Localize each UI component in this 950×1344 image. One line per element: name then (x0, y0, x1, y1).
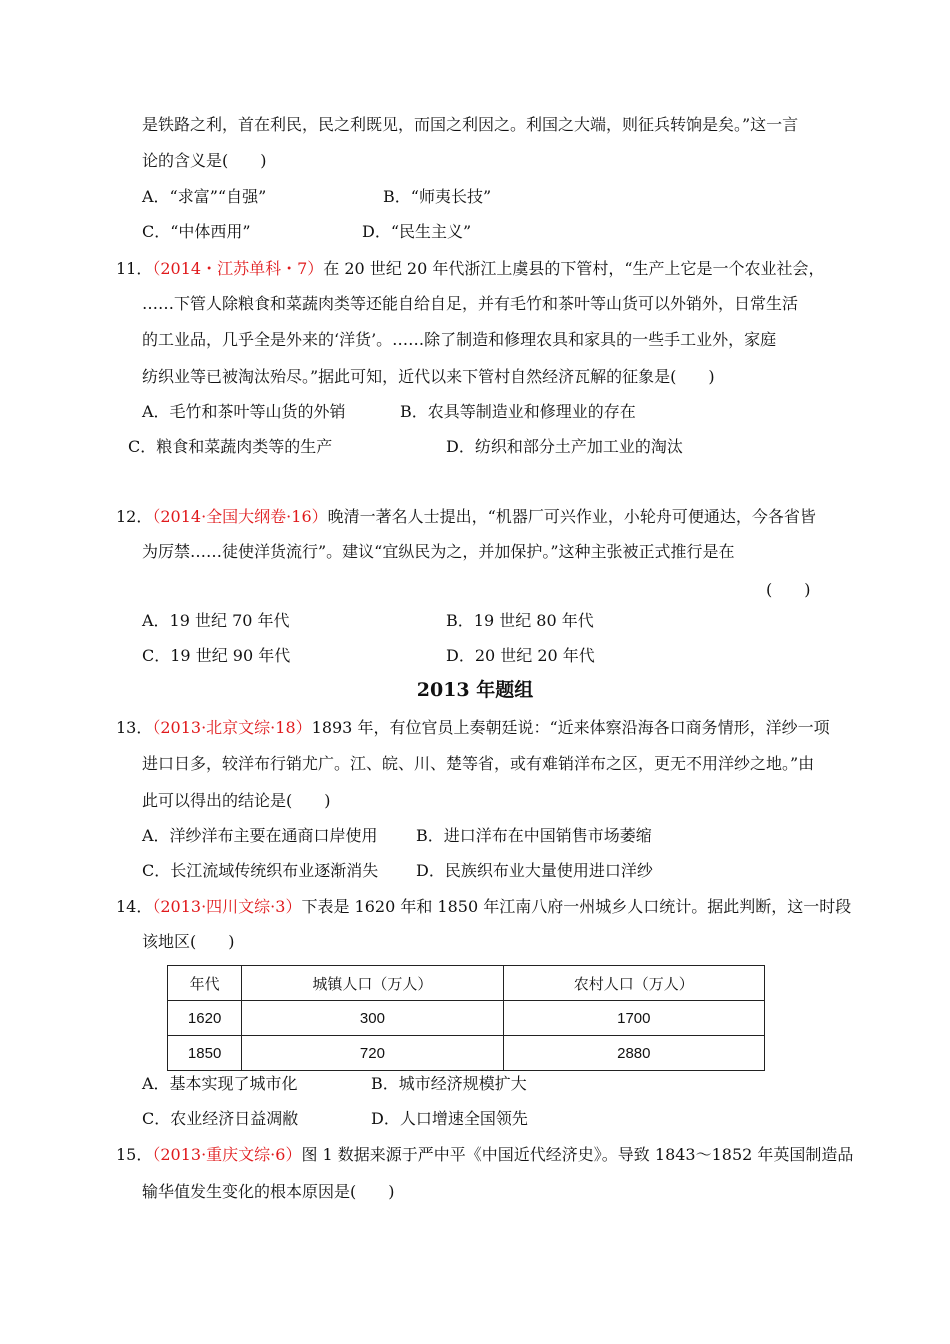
q14-line-2: 该地区( ) (142, 932, 235, 951)
q15-text-1: 图 1 数据来源于严中平《中国近代经济史》。导致 1843～1852 年英国制造品 (301, 1145, 854, 1164)
q11-line-4: 纺织业等已被淘汰殆尽。”据此可知，近代以来下管村自然经济瓦解的征象是( ) (142, 367, 715, 386)
q10-option-a[interactable]: A．“求富”“自强” (142, 187, 267, 206)
q10-line-2: 论的含义是( ) (142, 151, 267, 170)
q14-number: 14． (116, 897, 153, 916)
q12-answer-paren: ( ) (766, 580, 811, 599)
q15-number: 15． (116, 1145, 153, 1164)
q11-option-b[interactable]: B．农具等制造业和修理业的存在 (400, 402, 636, 421)
q10-option-c[interactable]: C．“中体西用” (142, 222, 251, 241)
q13-first-line (116, 715, 830, 738)
table-row (168, 1001, 765, 1036)
q11-option-c[interactable]: C．粮食和菜蔬肉类等的生产 (128, 437, 333, 456)
q15-line-2: 输华值发生变化的根本原因是( ) (142, 1182, 395, 1201)
q12-option-d[interactable]: D．20 世纪 20 年代 (446, 646, 595, 665)
q14-source: （2013·四川文综·3） (152, 897, 302, 916)
table-header-cell: 城镇人口（万人） (242, 966, 503, 1001)
q11-number: 11． (116, 259, 153, 278)
q14-option-d[interactable]: D．人口增速全国领先 (371, 1109, 528, 1128)
table-header-cell: 年代 (168, 966, 242, 1001)
q12-source: （2014·全国大纲卷·16） (152, 507, 328, 526)
q13-option-a[interactable]: A．洋纱洋布主要在通商口岸使用 (142, 826, 378, 845)
table-cell: 300 (242, 1001, 503, 1036)
q14-option-b[interactable]: B．城市经济规模扩大 (371, 1074, 527, 1093)
q10-option-b[interactable]: B．“师夷长技” (383, 187, 492, 206)
q13-text-1: 1893 年，有位官员上奏朝廷说：“近来体察沿海各口商务情形，洋纱一项 (311, 718, 830, 737)
q12-option-b[interactable]: B．19 世纪 80 年代 (446, 611, 594, 630)
q13-line-2: 进口日多，较洋布行销尤广。江、皖、川、楚等省，或有难销洋布之区，更无不用洋纱之地。”由 (142, 754, 815, 773)
population-table (167, 965, 765, 1071)
section-heading: 2013 年题组 (416, 679, 534, 701)
q11-first-line (116, 256, 825, 279)
q14-option-a[interactable]: A．基本实现了城市化 (142, 1074, 298, 1093)
q14-first-line (116, 894, 851, 917)
q11-option-a[interactable]: A．毛竹和茶叶等山货的外销 (142, 402, 346, 421)
q10-option-d[interactable]: D．“民生主义” (362, 222, 472, 241)
q11-source: （2014・江苏单科・7） (152, 259, 324, 278)
table-row (168, 1036, 765, 1071)
q13-source: （2013·北京文综·18） (152, 718, 312, 737)
q12-first-line (116, 504, 816, 527)
table-header-cell: 农村人口（万人） (503, 966, 764, 1001)
q15-source: （2013·重庆文综·6） (152, 1145, 302, 1164)
q14-text-1: 下表是 1620 年和 1850 年江南八府一州城乡人口统计。据此判断，这一时段 (301, 897, 852, 916)
q12-text-1: 晚清一著名人士提出，“机器厂可兴作业，小轮舟可便通达，今各省皆 (327, 507, 816, 526)
q13-line-3: 此可以得出的结论是( ) (142, 791, 331, 810)
q10-line-1: 是铁路之利，首在利民，民之利既见，而国之利因之。利国之大端，则征兵转饷是矣。”这一言 (142, 115, 799, 134)
q12-number: 12． (116, 507, 153, 526)
q12-option-c[interactable]: C．19 世纪 90 年代 (142, 646, 291, 665)
q13-option-d[interactable]: D．民族织布业大量使用进口洋纱 (416, 861, 653, 880)
table-header-row (168, 966, 765, 1001)
table-cell: 1620 (168, 1001, 242, 1036)
table-cell: 720 (242, 1036, 503, 1071)
table-cell: 1700 (503, 1001, 764, 1036)
q11-line-3: 的工业品，几乎全是外来的‘洋货’。……除了制造和修理农具和家具的一些手工业外，家庭 (142, 330, 777, 349)
q14-option-c[interactable]: C．农业经济日益凋敝 (142, 1109, 299, 1128)
q13-option-c[interactable]: C．长江流域传统织布业逐渐消失 (142, 861, 379, 880)
table-cell: 2880 (503, 1036, 764, 1071)
q13-option-b[interactable]: B．进口洋布在中国销售市场萎缩 (416, 826, 652, 845)
q11-line-2: ……下管人除粮食和菜蔬肉类等还能自给自足，并有毛竹和茶叶等山货可以外销外，日常生活 (142, 294, 799, 313)
q11-option-d[interactable]: D．纺织和部分土产加工业的淘汰 (446, 437, 683, 456)
q15-first-line (116, 1142, 853, 1165)
q12-option-a[interactable]: A．19 世纪 70 年代 (142, 611, 290, 630)
q13-number: 13． (116, 718, 153, 737)
q11-text-1: 在 20 世纪 20 年代浙江上虞县的下管村，“生产上它是一个农业社会， (323, 259, 825, 278)
q12-line-2: 为厉禁……徒使洋货流行”。建议“宜纵民为之，并加保护。”这种主张被正式推行是在 (142, 542, 735, 561)
table-cell: 1850 (168, 1036, 242, 1071)
